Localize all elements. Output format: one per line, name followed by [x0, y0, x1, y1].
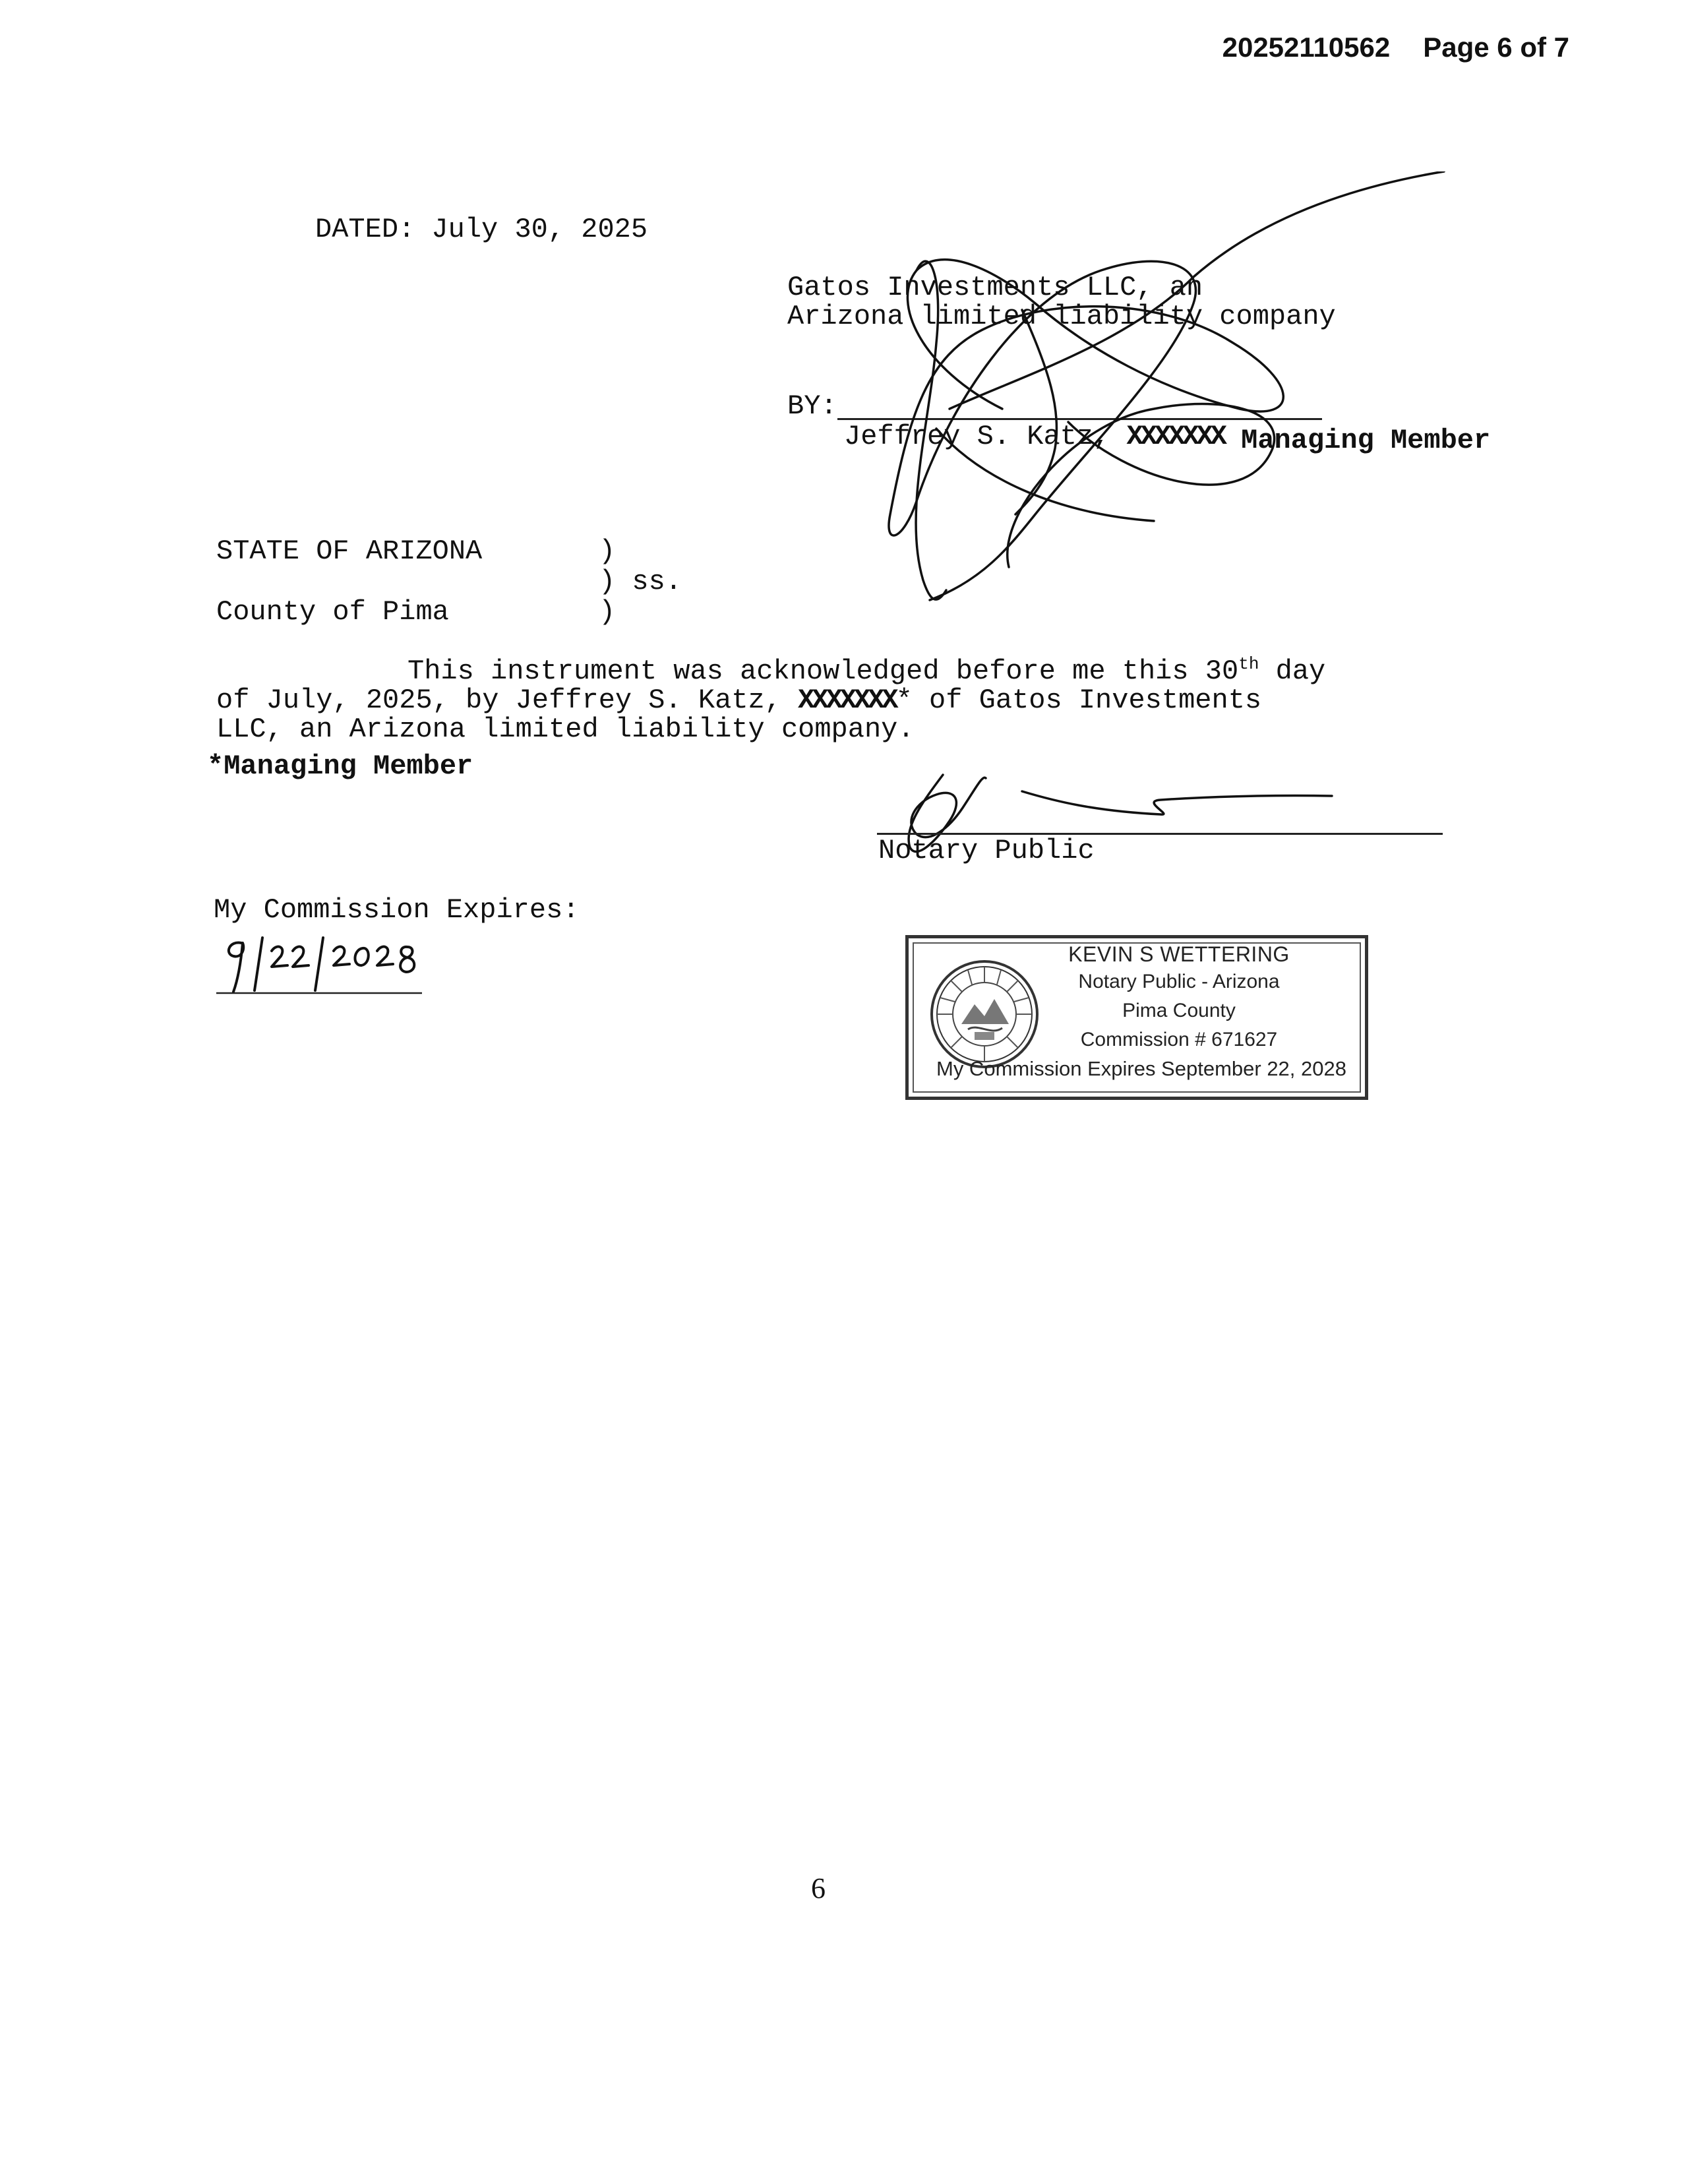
ack-asterisk: *	[895, 684, 913, 716]
state-seal-icon	[928, 958, 1040, 1070]
state-label: STATE OF ARIZONA	[216, 535, 483, 567]
by-label: BY:	[787, 390, 837, 422]
ack-line-1	[407, 654, 1326, 687]
notary-stamp	[905, 935, 1368, 1100]
page-indicator: Page 6 of 7	[1423, 32, 1569, 63]
venue-paren-ss: ) ss.	[599, 566, 682, 597]
stamp-title: Notary Public - Arizona	[1078, 971, 1280, 992]
struck-title: XXXXXXX	[1126, 421, 1224, 452]
ack-footnote: *Managing Member	[207, 750, 473, 782]
stamp-notary-name: KEVIN S WETTERING	[1068, 942, 1290, 966]
ack-line-2-text: of July, 2025, by Jeffrey S. Katz,	[216, 684, 799, 716]
stamp-commission-number: Commission # 671627	[1080, 1029, 1278, 1050]
stamp-county: Pima County	[1122, 1000, 1236, 1021]
county-label: County of Pima	[216, 596, 449, 628]
handwritten-expiry-date	[216, 931, 454, 997]
ack-struck-title: XXXXXXX	[798, 684, 896, 716]
venue-paren-1: )	[599, 535, 616, 567]
ack-line-2	[216, 686, 1261, 715]
page-number: 6	[811, 1872, 826, 1904]
ack-superscript: th	[1238, 654, 1259, 674]
signatory-name: Jeffrey S. Katz,	[844, 421, 1127, 452]
company-line-1: Gatos Investments LLC, an	[787, 272, 1203, 303]
ack-line-1-end: day	[1259, 655, 1326, 687]
stamp-expiration: My Commission Expires September 22, 2028	[936, 1057, 1346, 1080]
dated-line: DATED: July 30, 2025	[315, 214, 648, 245]
signature-scribble	[851, 171, 1484, 607]
notary-public-label: Notary Public	[878, 835, 1095, 866]
commission-expires-label: My Commission Expires:	[214, 894, 580, 926]
company-line-2: Arizona limited liability company	[787, 301, 1336, 332]
venue-paren-3: )	[599, 596, 616, 628]
ack-line-3: LLC, an Arizona limited liability company.	[216, 713, 915, 745]
document-header	[1190, 32, 1569, 63]
recording-number: 20252110562	[1222, 32, 1391, 63]
ack-line-1-text: This instrument was acknowledged before me this 30	[407, 655, 1239, 687]
ack-line-2-end: of Gatos Investments	[912, 684, 1262, 716]
handwritten-title: Managing Member	[1241, 425, 1491, 456]
